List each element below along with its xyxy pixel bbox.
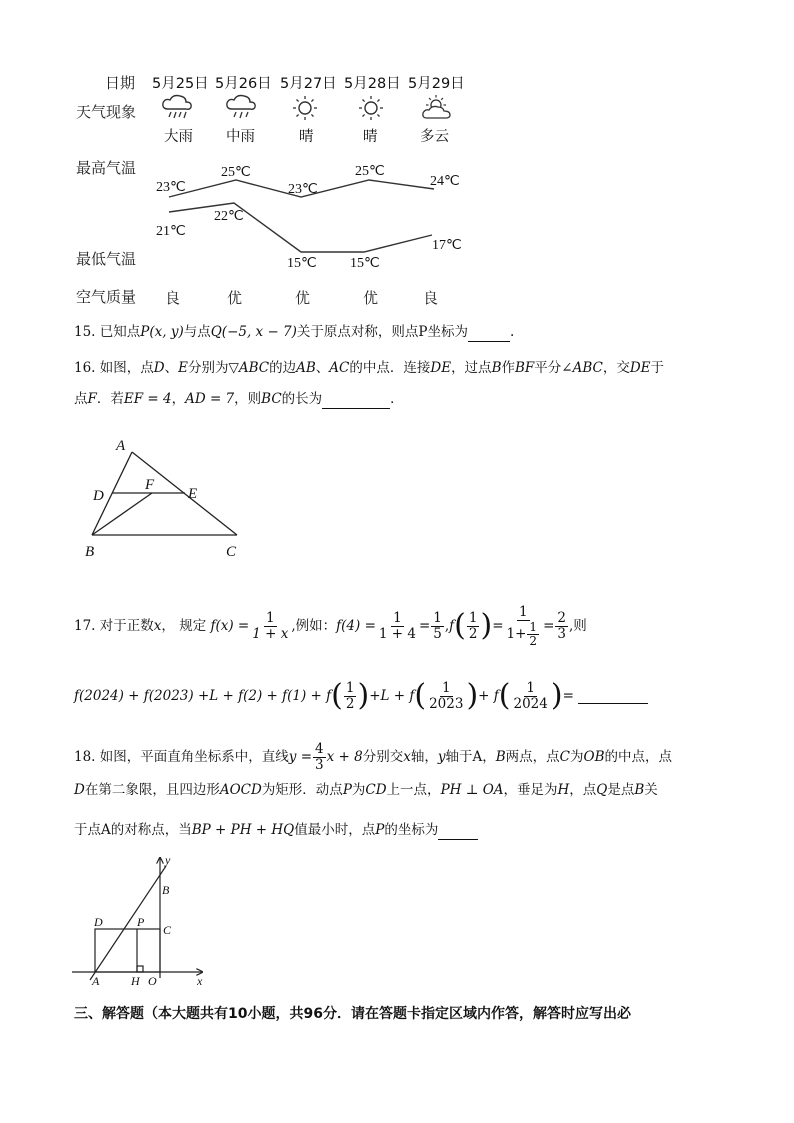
question-text: 对于正数 [99, 618, 154, 634]
question-number: 15. [74, 324, 96, 340]
question-text: 平分 [534, 360, 562, 376]
air-quality-cell: 优 [295, 289, 311, 307]
numerator: 1 [266, 609, 275, 626]
denominator: 2 [468, 625, 478, 642]
math-var: D [74, 782, 85, 798]
question-17-line-1 [74, 600, 587, 652]
weather-cell: 晴 [363, 129, 378, 145]
air-quality-cell: 良 [165, 289, 181, 307]
math-expr: f(4) = [336, 618, 376, 634]
figure-label-a: A [92, 974, 100, 986]
question-text: ,则 [568, 618, 587, 634]
high-temp-label: 23℃ [156, 180, 186, 195]
math-var: B [491, 360, 502, 376]
math-var: x [403, 749, 411, 765]
question-text: 于点A的对称点，当 [74, 822, 192, 838]
numerator: 1 [468, 609, 478, 626]
question-number: 16. [74, 360, 96, 376]
denominator: 3 [315, 756, 324, 773]
question-text: 上一点， [386, 782, 441, 798]
fraction [377, 611, 418, 642]
math-var: DE [430, 360, 452, 376]
low-temperature-line [169, 203, 432, 252]
math-var: ▽ABC [228, 360, 270, 376]
question-16-line-2 [74, 389, 404, 409]
denominator: 1 + 4 [378, 625, 416, 642]
paren: ) [466, 678, 479, 713]
coordinate-figure [66, 852, 216, 986]
question-text: 如图，点 [99, 360, 154, 376]
high-temp-label: 24℃ [430, 174, 460, 189]
paren: ( [414, 678, 427, 713]
low-temp-label: 15℃ [350, 256, 380, 271]
figure-label-b: B [85, 544, 95, 560]
figure-label-e: E [188, 486, 198, 502]
question-text: 为 [570, 749, 584, 765]
figure-label-o: O [148, 974, 157, 986]
right-angle-mark [137, 966, 143, 972]
numerator: 1 [345, 679, 355, 696]
question-15 [74, 322, 514, 342]
figure-label-f: F [145, 477, 155, 493]
numerator: 1 [393, 609, 402, 626]
math-var: BF [514, 360, 535, 376]
high-temp-label: 25℃ [221, 165, 251, 180]
question-text: 的中点．连接 [349, 360, 431, 376]
figure-label-p: P [137, 915, 145, 929]
question-18-line-1 [74, 735, 672, 779]
question-text: 如图，平面直角坐标系中，直线 [99, 749, 289, 765]
fraction [427, 681, 465, 712]
numerator: 1 [441, 679, 451, 696]
math-var: C [559, 749, 570, 765]
math-expr: +L + f [369, 688, 415, 704]
math-var: BC [261, 391, 282, 407]
paren: ( [331, 678, 343, 713]
denominator: 3 [557, 625, 566, 642]
figure-label-b: B [162, 883, 170, 897]
question-text: 的长为 [281, 391, 323, 407]
fraction [250, 611, 290, 642]
paren: ( [454, 608, 466, 643]
math-var: y [437, 749, 446, 765]
math-var: B [495, 749, 506, 765]
paren: ) [550, 678, 563, 713]
air-quality-cell: 良 [423, 289, 439, 307]
answer-blank[interactable] [438, 825, 478, 840]
point-p: P(x, y) [140, 324, 184, 340]
weather-cell: 中雨 [226, 129, 255, 145]
denominator-text: 1+ [506, 625, 527, 642]
question-text: 轴， [410, 749, 438, 765]
question-text: 分别交 [362, 749, 404, 765]
question-text: ， [171, 391, 186, 407]
numerator: 2 [557, 609, 566, 626]
question-number: 17. [74, 618, 96, 634]
math-expr: x + 8 [326, 749, 363, 765]
date-cell: 5月28日 [344, 76, 401, 92]
math-expr: = [418, 618, 431, 634]
row-label-air: 空气质量 [76, 288, 137, 306]
math-var: EF = 4 [123, 391, 172, 407]
low-temp-label: 21℃ [156, 224, 186, 239]
air-quality-cell: 优 [227, 289, 243, 307]
question-18-line-3 [74, 820, 478, 840]
question-text: 的坐标为 [384, 822, 439, 838]
math-var: H [557, 782, 570, 798]
answer-blank[interactable] [578, 689, 648, 704]
fraction [505, 605, 543, 648]
figure-label-x: x [197, 974, 203, 986]
figure-label-c: C [163, 923, 172, 937]
denominator: 2024 [513, 695, 548, 712]
date-cell: 5月27日 [280, 76, 337, 92]
question-text: ．若 [96, 391, 124, 407]
question-text: 两点，点 [505, 749, 560, 765]
math-var: CD [365, 782, 387, 798]
math-expr: = [492, 618, 504, 634]
math-var: D [153, 360, 165, 376]
row-label-date: 日期 [105, 74, 136, 92]
paren: ) [357, 678, 370, 713]
denominator: 2023 [429, 695, 464, 712]
paren: ) [480, 608, 493, 643]
question-text: 关于原点对称，则点P坐标为 [296, 324, 469, 340]
math-var: OB [583, 749, 605, 765]
question-text: 为矩形．动点 [261, 782, 343, 798]
question-text: 是点 [607, 782, 635, 798]
figure-label-h: H [131, 974, 140, 986]
math-expr: = [543, 618, 555, 634]
denominator: 2 [529, 633, 538, 648]
paren: ( [498, 678, 511, 713]
fraction [313, 742, 326, 773]
question-text: 点 [74, 391, 88, 407]
fraction [511, 681, 549, 712]
low-temp-label: 22℃ [214, 209, 244, 224]
denominator [505, 621, 543, 648]
fraction [555, 611, 568, 642]
question-text: ，过点 [451, 360, 492, 376]
math-var: F [87, 391, 97, 407]
question-text: ． [390, 391, 404, 407]
question-text: 的中点，点 [604, 749, 672, 765]
question-text: 值最小时，点 [294, 822, 376, 838]
math-var: B [634, 782, 645, 798]
question-text: 于 [650, 360, 665, 376]
question-text: ，垂足为 [503, 782, 558, 798]
question-17-line-2 [74, 672, 648, 720]
point-q: Q(−5, x − 7) [210, 324, 297, 340]
figure-label-d: D [93, 488, 104, 504]
rectangle-aocd [95, 929, 160, 972]
math-expr: = [562, 688, 574, 704]
question-text: ， 规定 [161, 618, 207, 634]
math-expr: BP + PH + HQ [191, 822, 295, 838]
date-cell: 5月26日 [215, 76, 272, 92]
math-expr: , [444, 618, 450, 634]
fraction [467, 611, 480, 642]
weather-cell: 大雨 [164, 129, 193, 145]
question-text: 在第二象限，且四边形 [84, 782, 220, 798]
question-18-line-2 [74, 780, 658, 800]
question-number: 18. [74, 749, 96, 765]
question-text: 的边 [269, 360, 297, 376]
question-text: ，点 [569, 782, 597, 798]
math-var: AD = 7 [185, 391, 235, 407]
triangle-figure [80, 432, 260, 564]
math-var: ∠ABC [561, 360, 603, 376]
question-text: . [510, 324, 515, 340]
question-text: 轴于A， [445, 749, 496, 765]
math-var: AOCD [219, 782, 262, 798]
numerator: 4 [315, 740, 324, 757]
section-heading: 三、解答题（本大题共有10小题，共96分．请在答题卡指定区域内作答，解答时应写出必 [74, 1006, 631, 1022]
question-text: 、 [315, 360, 330, 376]
math-expr: y = [288, 749, 313, 765]
numerator: 1 [518, 603, 528, 620]
math-var: DE [629, 360, 651, 376]
figure-label-a: A [116, 438, 126, 454]
math-expr: f(x) = [210, 618, 250, 634]
math-expr: f [449, 618, 455, 634]
math-var: E [178, 360, 188, 376]
question-text: ，交 [602, 360, 630, 376]
answer-blank[interactable] [468, 327, 510, 342]
numerator: 1 [526, 679, 535, 696]
row-label-weather: 天气现象 [76, 103, 137, 121]
figure-label-c: C [226, 544, 237, 560]
air-quality-cell: 优 [363, 289, 379, 307]
math-var: P [342, 782, 352, 798]
question-text: 作 [501, 360, 515, 376]
question-16-line-1 [74, 358, 664, 378]
date-cell: 5月25日 [152, 76, 209, 92]
question-text: 分别为 [187, 360, 229, 376]
answer-blank[interactable] [322, 394, 390, 409]
fraction [527, 621, 539, 648]
math-expr: + f [478, 688, 499, 704]
date-cell: 5月29日 [408, 76, 465, 92]
fraction [344, 681, 357, 712]
row-label-high: 最高气温 [76, 159, 137, 177]
numerator: 1 [433, 609, 442, 626]
question-text: ,例如： [291, 618, 337, 634]
figure-label-y: y [165, 853, 171, 867]
math-var: x [153, 618, 162, 634]
figure-label-d: D [94, 915, 103, 929]
math-var: AB [296, 360, 316, 376]
question-text: ，则 [234, 391, 262, 407]
denominator: 1 + x [252, 625, 289, 642]
fraction [431, 611, 444, 642]
denominator: 2 [345, 695, 355, 712]
math-expr: f(2024) + f(2023) +L + f(2) + f(1) + f [74, 688, 332, 704]
question-text: 与点 [183, 324, 211, 340]
high-temp-label: 23℃ [288, 182, 318, 197]
math-var: P [375, 822, 385, 838]
low-temp-label: 15℃ [287, 256, 317, 271]
temperature-lines [0, 0, 794, 320]
math-var: Q [596, 782, 608, 798]
question-text: 关 [644, 782, 658, 798]
question-text: 已知点 [99, 324, 141, 340]
math-var: AC [329, 360, 350, 376]
weather-cell: 晴 [299, 129, 314, 145]
math-expr: PH ⊥ OA [440, 782, 504, 798]
high-temp-label: 25℃ [355, 164, 385, 179]
numerator: 1 [529, 619, 538, 634]
row-label-low: 最低气温 [76, 250, 137, 268]
question-text: 、 [164, 360, 179, 376]
question-text: 为 [351, 782, 366, 798]
weather-cell: 多云 [420, 129, 449, 145]
denominator: 5 [433, 625, 442, 642]
low-temp-label: 17℃ [432, 238, 462, 253]
